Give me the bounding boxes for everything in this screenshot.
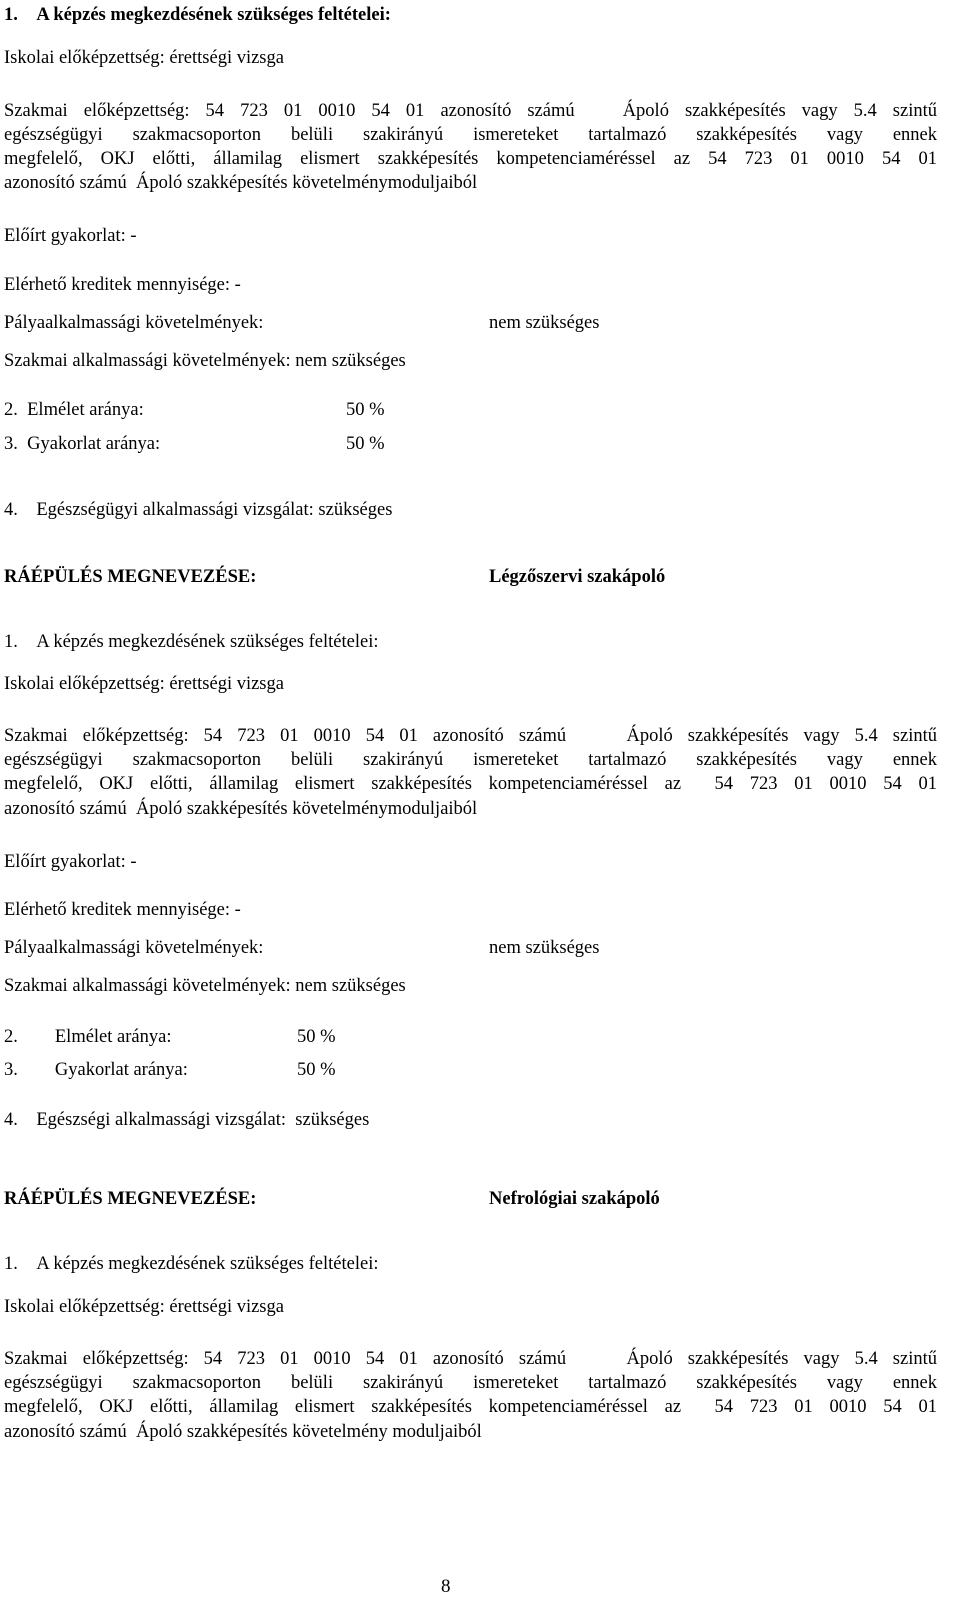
egeszsegi-vizsgalat: 4. Egészségi alkalmassági vizsgálat: szükséges (4, 1110, 370, 1130)
raepules-heading-label: RÁÉPÜLÉS MEGNEVEZÉSE: (4, 1189, 257, 1209)
iskolai-elokepzettseg: Iskolai előképzettség: érettségi vizsga (4, 48, 284, 68)
iskolai-elokepzettseg: Iskolai előképzettség: érettségi vizsga (4, 674, 284, 694)
section-title: 1. A képzés megkezdésének szükséges feltételei: (4, 5, 391, 25)
raepules-heading-value: Légzőszervi szakápoló (489, 567, 666, 587)
palyaalkalmassagi-value: nem szükséges (489, 938, 600, 958)
elmelet-aranya-value: 50 % (297, 1027, 336, 1047)
raepules-heading-label: RÁÉPÜLÉS MEGNEVEZÉSE: (4, 567, 257, 587)
section-title: 1. A képzés megkezdésének szükséges feltételei: (4, 1254, 379, 1274)
szakmai-elokepzettseg-line: egészségügyi szakmacsoporton belüli szakirányú ismereteket tartalmazó szakképesítés vagy ennek (4, 750, 937, 770)
szakmai-elokepzettseg-line: megfelelő, OKJ előtti, államilag elismert szakképesítés kompetenciaméréssel az 54 723 01 0010 54 01 (4, 774, 937, 794)
elmelet-aranya-value: 50 % (346, 400, 385, 420)
eloirt-gyakorlat: Előírt gyakorlat: - (4, 852, 137, 872)
szakmai-alkalmassagi: Szakmai alkalmassági követelmények: nem szükséges (4, 976, 406, 996)
palyaalkalmassagi-value: nem szükséges (489, 313, 600, 333)
szakmai-elokepzettseg-line: Szakmai előképzettség: 54 723 01 0010 54 01 azonosító számú Ápoló szakképesítés vagy 5.4 szintű (4, 726, 937, 746)
szakmai-elokepzettseg-line: azonosító számú Ápoló szakképesítés követelménymoduljaiból (4, 799, 478, 819)
iskolai-elokepzettseg: Iskolai előképzettség: érettségi vizsga (4, 1297, 284, 1317)
gyakorlat-aranya-label: 3. Gyakorlat aránya: (4, 434, 161, 454)
szakmai-elokepzettseg-line: megfelelő, OKJ előtti, államilag elismert szakképesítés kompetenciaméréssel az 54 723 01 0010 54 01 (4, 1397, 937, 1417)
gyakorlat-aranya-value: 50 % (297, 1060, 336, 1080)
elmelet-aranya-label: 2. Elmélet aránya: (4, 1027, 172, 1047)
elerheto-kreditek: Elérhető kreditek mennyisége: - (4, 900, 241, 920)
eloirt-gyakorlat: Előírt gyakorlat: - (4, 226, 137, 246)
gyakorlat-aranya-value: 50 % (346, 434, 385, 454)
gyakorlat-aranya-label: 3. Gyakorlat aránya: (4, 1060, 188, 1080)
szakmai-alkalmassagi: Szakmai alkalmassági követelmények: nem szükséges (4, 351, 406, 371)
palyaalkalmassagi-label: Pályaalkalmassági követelmények: (4, 938, 264, 958)
page-number: 8 (441, 1576, 451, 1597)
szakmai-elokepzettseg-line: Szakmai előképzettség: 54 723 01 0010 54 01 azonosító számú Ápoló szakképesítés vagy 5.4 szintű (4, 1349, 937, 1369)
szakmai-elokepzettseg-line: egészségügyi szakmacsoporton belüli szakirányú ismereteket tartalmazó szakképesítés vagy ennek (4, 1373, 937, 1393)
elmelet-aranya-label: 2. Elmélet aránya: (4, 400, 144, 420)
szakmai-elokepzettseg-line: azonosító számú Ápoló szakképesítés követelménymoduljaiból (4, 173, 478, 193)
elerheto-kreditek: Elérhető kreditek mennyisége: - (4, 275, 241, 295)
section-title: 1. A képzés megkezdésének szükséges feltételei: (4, 632, 379, 652)
szakmai-elokepzettseg-line: megfelelő, OKJ előtti, államilag elismert szakképesítés kompetenciaméréssel az 54 723 01 0010 54 01 (4, 149, 937, 169)
szakmai-elokepzettseg-line: Szakmai előképzettség: 54 723 01 0010 54 01 azonosító számú Ápoló szakképesítés vagy 5.4 szintű (4, 101, 937, 121)
raepules-heading-value: Nefrológiai szakápoló (489, 1189, 660, 1209)
egeszsegugyi-vizsgalat: 4. Egészségügyi alkalmassági vizsgálat: szükséges (4, 500, 393, 520)
szakmai-elokepzettseg-line: egészségügyi szakmacsoporton belüli szakirányú ismereteket tartalmazó szakképesítés vagy ennek (4, 125, 937, 145)
szakmai-elokepzettseg-line: azonosító számú Ápoló szakképesítés követelmény moduljaiból (4, 1422, 482, 1442)
palyaalkalmassagi-label: Pályaalkalmassági követelmények: (4, 313, 264, 333)
